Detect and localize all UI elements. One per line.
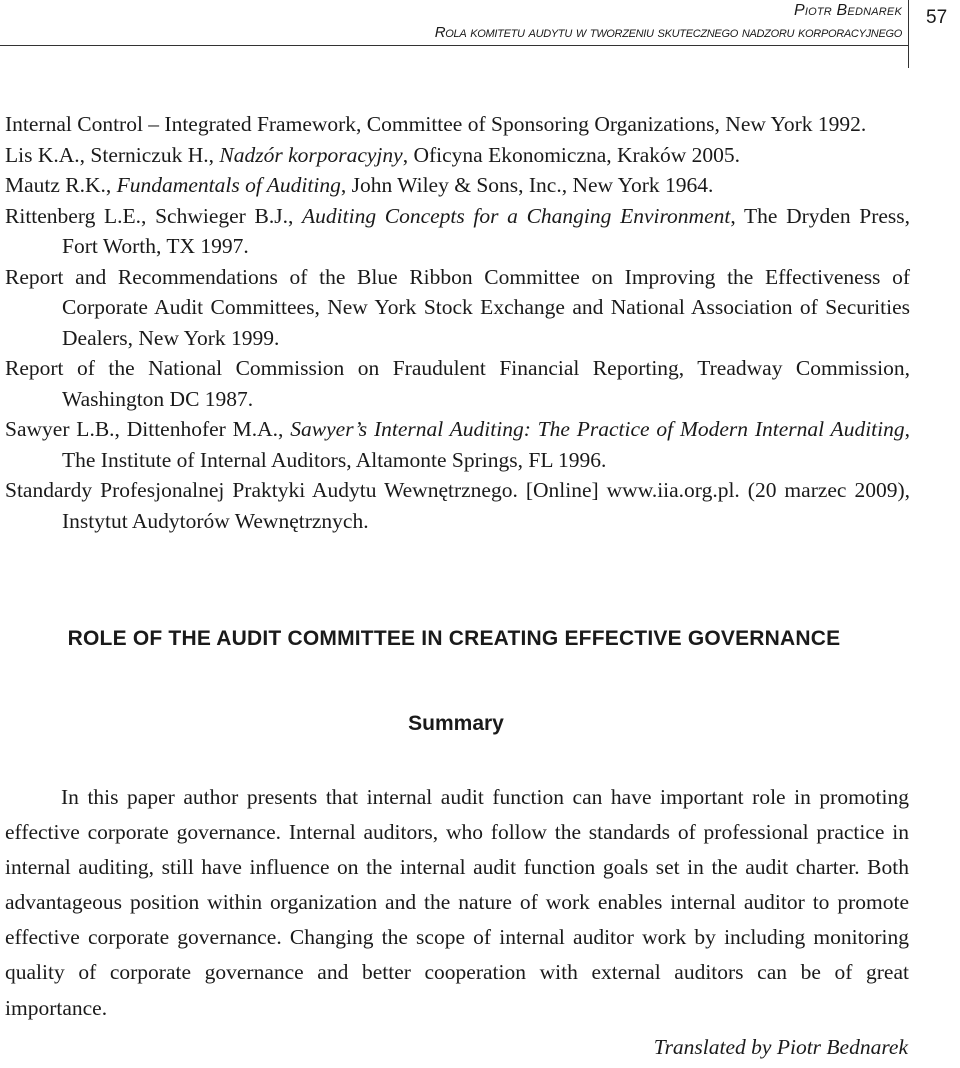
running-header: [0, 0, 960, 70]
reference-item: [5, 140, 910, 171]
reference-item: [5, 109, 910, 140]
page-number: 57: [926, 7, 948, 28]
running-header-author: Piotr Bednarek: [793, 2, 902, 19]
reference-item: [5, 353, 910, 414]
summary-paragraph: In this paper author presents that internal audit function can have important role in promoting effective corporate governance. Internal auditors, who follow the standards of professional practice in internal auditing, still have influence on the internal audit function goals set in the audit charter. Both advantageous position within organization and the nature of work enables internal auditor to promote effective corporate governance. Changing the scope of internal auditor work by including monitoring quality of corporate governance and better cooperation with external auditors can be of great importance.: [5, 785, 909, 1020]
reference-details: , The Dryden Press, Fort Worth, TX 1997.: [62, 203, 911, 258]
reference-authors: Sawyer L.B., Dittenhofer M.A.,: [5, 417, 291, 441]
reference-item: [5, 262, 910, 354]
reference-authors: Lis K.A., Sterniczuk H.,: [5, 142, 220, 167]
reference-list: [5, 109, 910, 536]
reference-details: , Oficyna Ekonomiczna, Kraków 2005.: [402, 142, 741, 167]
reference-details: Internal Control – Integrated Framework, Committee of Sponsoring Organizations, New York 1992.: [5, 112, 867, 136]
reference-details: , The Institute of Internal Auditors, Altamonte Springs, FL 1996.: [62, 417, 910, 472]
reference-item: [5, 414, 910, 475]
reference-details: Standardy Profesjonalnej Praktyki Audytu Wewnętrznego. [Online] www.iia.org.pl. (20 marzec 2009), Instytut Audytorów Wewnętrznych.: [5, 478, 910, 533]
reference-details: Report of the National Commission on Fraudulent Financial Reporting, Treadway Commission, Washington DC 1987.: [5, 356, 910, 411]
translator-credit: Translated by Piotr Bednarek: [653, 1035, 908, 1059]
reference-item: [5, 475, 910, 536]
reference-title: Sawyer’s Internal Auditing: The Practice of Modern Internal Auditing: [290, 417, 905, 441]
running-header-title: Rola komitetu audytu w tworzeniu skutecznego nadzoru korporacyjnego: [434, 24, 902, 41]
reference-authors: Rittenberg L.E., Schwieger B.J.,: [5, 203, 303, 228]
reference-item: [5, 170, 910, 201]
reference-details: Report and Recommendations of the Blue Ribbon Committee on Improving the Effectiveness of Corporate Audit Committees, New York Stock Exchange and National Association of Securities Dealers, New York 1999.: [5, 264, 910, 350]
reference-details: , John Wiley & Sons, Inc., New York 1964.: [340, 173, 714, 197]
summary-heading: Summary: [408, 712, 504, 735]
header-rule: [0, 45, 908, 46]
reference-title: Fundamentals of Auditing: [116, 173, 341, 197]
header-vertical-rule: [908, 0, 909, 68]
english-article-title: ROLE OF THE AUDIT COMMITTEE IN CREATING EFFECTIVE GOVERNANCE: [67, 627, 841, 650]
reference-authors: Mautz R.K.,: [5, 173, 117, 197]
reference-title: Auditing Concepts for a Changing Environment: [302, 203, 731, 228]
reference-item: [5, 201, 910, 262]
reference-title: Nadzór korporacyjny: [219, 142, 403, 167]
